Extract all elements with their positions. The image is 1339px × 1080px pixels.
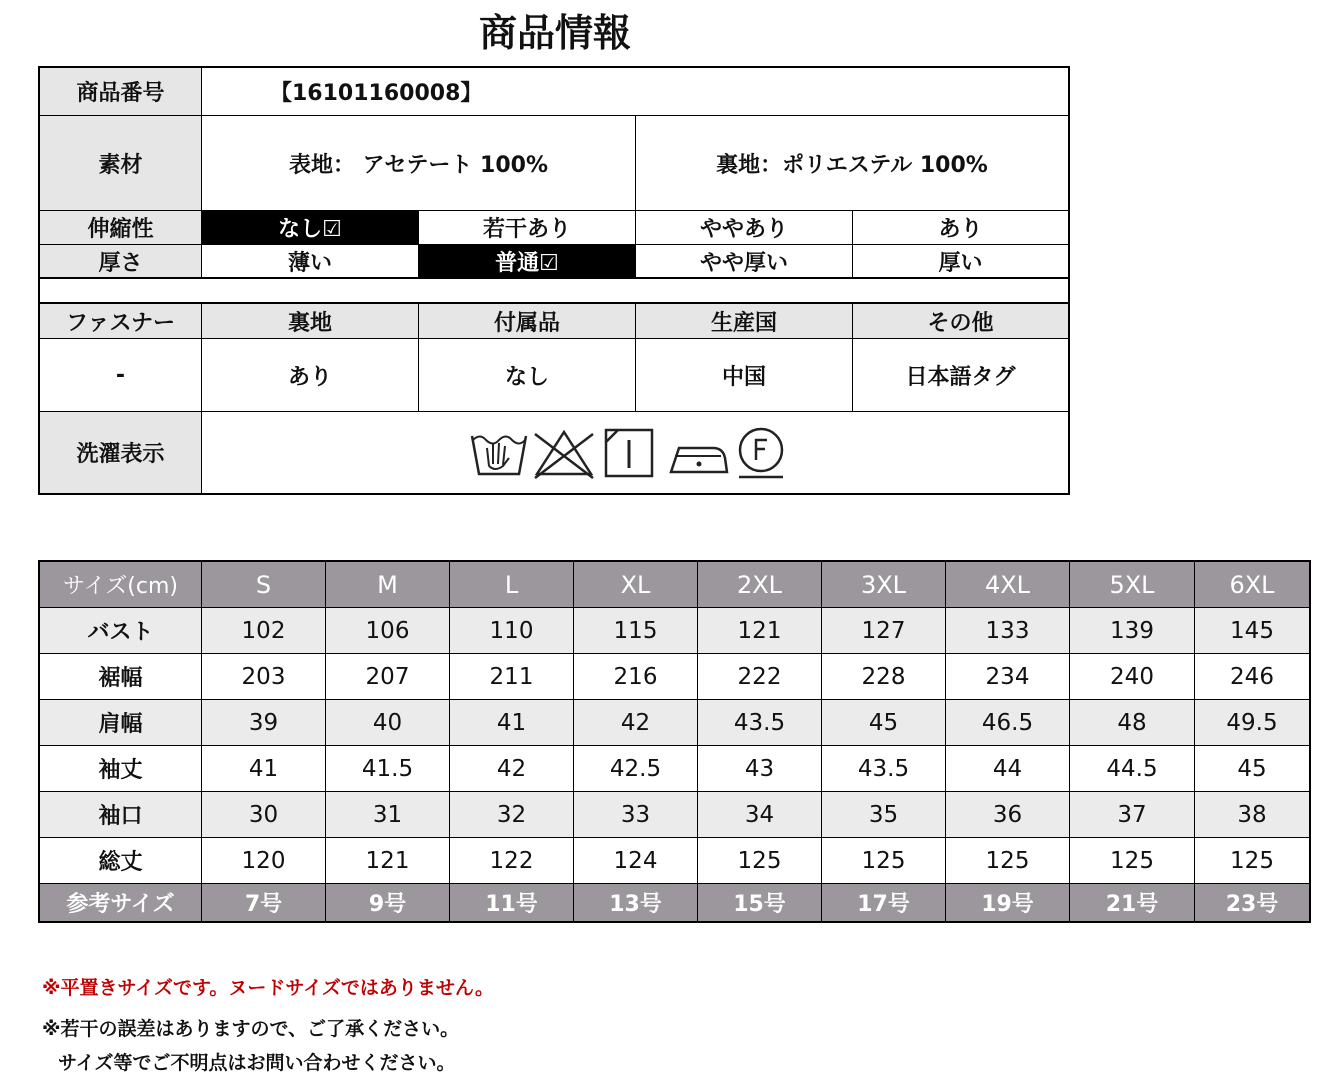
measure-value: 246 bbox=[1195, 654, 1309, 699]
measure-value: 42.5 bbox=[574, 746, 697, 791]
measure-value: 34 bbox=[698, 792, 821, 837]
measure-value: 35 bbox=[822, 792, 945, 837]
material-lining: 裏地：ポリエステル 100% bbox=[636, 116, 1068, 210]
measure-value: 122 bbox=[450, 838, 573, 883]
no-bleach-icon bbox=[531, 426, 601, 480]
measure-label: 袖口 bbox=[40, 792, 201, 837]
size-header-6xl: 6XL bbox=[1195, 562, 1309, 607]
stretch-option-none: なし☑ bbox=[202, 211, 418, 244]
size-header-xl: XL bbox=[574, 562, 697, 607]
measure-value: 133 bbox=[946, 608, 1069, 653]
stretch-label: 伸縮性 bbox=[40, 211, 201, 244]
measure-value: 228 bbox=[822, 654, 945, 699]
measure-value: 37 bbox=[1070, 792, 1194, 837]
measure-value: 33 bbox=[574, 792, 697, 837]
iron-low-icon bbox=[665, 426, 735, 480]
stretch-option-yes: あり bbox=[853, 211, 1068, 244]
error-margin-note: ※若干の誤差はありますので、ご了承ください。 bbox=[42, 1018, 460, 1040]
dry-clean-f-icon bbox=[735, 426, 791, 480]
measure-label: 肩幅 bbox=[40, 700, 201, 745]
ref-size-value: 7号 bbox=[202, 884, 325, 921]
hand-wash-icon bbox=[469, 426, 531, 480]
size-header-3xl: 3XL bbox=[822, 562, 945, 607]
spacer-row bbox=[38, 277, 1070, 304]
measure-value: 211 bbox=[450, 654, 573, 699]
measure-value: 125 bbox=[946, 838, 1069, 883]
measure-value: 121 bbox=[698, 608, 821, 653]
ref-size-value: 15号 bbox=[698, 884, 821, 921]
size-header-2xl: 2XL bbox=[698, 562, 821, 607]
measure-value: 145 bbox=[1195, 608, 1309, 653]
size-header-m: M bbox=[326, 562, 449, 607]
measure-value: 45 bbox=[1195, 746, 1309, 791]
measure-value: 39 bbox=[202, 700, 325, 745]
ref-size-value: 11号 bbox=[450, 884, 573, 921]
detail-value-lining: あり bbox=[202, 339, 418, 411]
measure-value: 45 bbox=[822, 700, 945, 745]
measure-value: 48 bbox=[1070, 700, 1194, 745]
measure-value: 41 bbox=[450, 700, 573, 745]
measure-value: 115 bbox=[574, 608, 697, 653]
ref-size-value: 13号 bbox=[574, 884, 697, 921]
contact-note: サイズ等でご不明点はお問い合わせください。 bbox=[58, 1052, 456, 1074]
measure-value: 121 bbox=[326, 838, 449, 883]
measure-value: 32 bbox=[450, 792, 573, 837]
ref-size-label: 参考サイズ bbox=[40, 884, 201, 921]
drip-dry-shade-icon bbox=[601, 426, 665, 480]
measure-label: 総丈 bbox=[40, 838, 201, 883]
thickness-option-thin: 薄い bbox=[202, 245, 418, 277]
measure-value: 49.5 bbox=[1195, 700, 1309, 745]
page-title: 商品情報 bbox=[478, 11, 631, 55]
detail-header-lining: 裏地 bbox=[202, 304, 418, 338]
measure-value: 106 bbox=[326, 608, 449, 653]
measure-value: 110 bbox=[450, 608, 573, 653]
measure-value: 42 bbox=[574, 700, 697, 745]
measure-value: 127 bbox=[822, 608, 945, 653]
material-label: 素材 bbox=[40, 116, 201, 210]
detail-value-fastener: - bbox=[40, 339, 201, 411]
measure-value: 222 bbox=[698, 654, 821, 699]
measure-value: 139 bbox=[1070, 608, 1194, 653]
flat-measure-note: ※平置きサイズです。ヌードサイズではありません。 bbox=[42, 977, 495, 999]
detail-value-accessories: なし bbox=[419, 339, 635, 411]
material-outer: 表地： アセテート 100% bbox=[202, 116, 635, 210]
measure-value: 207 bbox=[326, 654, 449, 699]
measure-value: 125 bbox=[822, 838, 945, 883]
ref-size-value: 19号 bbox=[946, 884, 1069, 921]
detail-header-accessories: 付属品 bbox=[419, 304, 635, 338]
thickness-option-slightly-thick: やや厚い bbox=[636, 245, 852, 277]
measure-value: 240 bbox=[1070, 654, 1194, 699]
thickness-option-thick: 厚い bbox=[853, 245, 1068, 277]
measure-value: 125 bbox=[1195, 838, 1309, 883]
stretch-option-slight: 若干あり bbox=[419, 211, 635, 244]
detail-header-country: 生産国 bbox=[636, 304, 852, 338]
stretch-option-some: ややあり bbox=[636, 211, 852, 244]
size-header-label: サイズ(cm) bbox=[40, 562, 201, 607]
care-label: 洗濯表示 bbox=[40, 412, 201, 493]
measure-value: 125 bbox=[698, 838, 821, 883]
measure-value: 42 bbox=[450, 746, 573, 791]
thickness-label: 厚さ bbox=[40, 245, 201, 277]
size-header-l: L bbox=[450, 562, 573, 607]
ref-size-value: 23号 bbox=[1195, 884, 1309, 921]
size-header-4xl: 4XL bbox=[946, 562, 1069, 607]
measure-value: 203 bbox=[202, 654, 325, 699]
detail-header-fastener: ファスナー bbox=[40, 304, 201, 338]
measure-value: 46.5 bbox=[946, 700, 1069, 745]
measure-label: 袖丈 bbox=[40, 746, 201, 791]
measure-value: 30 bbox=[202, 792, 325, 837]
measure-label: バスト bbox=[40, 608, 201, 653]
measure-value: 31 bbox=[326, 792, 449, 837]
measure-value: 43.5 bbox=[822, 746, 945, 791]
detail-header-other: その他 bbox=[853, 304, 1068, 338]
product-number-label: 商品番号 bbox=[40, 68, 201, 115]
product-number-value: 【16101160008】 bbox=[202, 68, 1068, 115]
size-header-5xl: 5XL bbox=[1070, 562, 1194, 607]
measure-value: 120 bbox=[202, 838, 325, 883]
measure-value: 44.5 bbox=[1070, 746, 1194, 791]
measure-value: 234 bbox=[946, 654, 1069, 699]
measure-value: 125 bbox=[1070, 838, 1194, 883]
measure-value: 43.5 bbox=[698, 700, 821, 745]
measure-value: 41 bbox=[202, 746, 325, 791]
measure-value: 124 bbox=[574, 838, 697, 883]
detail-value-other: 日本語タグ bbox=[853, 339, 1068, 411]
ref-size-value: 21号 bbox=[1070, 884, 1194, 921]
measure-value: 44 bbox=[946, 746, 1069, 791]
measure-value: 41.5 bbox=[326, 746, 449, 791]
measure-value: 36 bbox=[946, 792, 1069, 837]
measure-value: 102 bbox=[202, 608, 325, 653]
care-icons bbox=[469, 426, 791, 480]
measure-value: 38 bbox=[1195, 792, 1309, 837]
measure-value: 43 bbox=[698, 746, 821, 791]
measure-value: 40 bbox=[326, 700, 449, 745]
detail-value-country: 中国 bbox=[636, 339, 852, 411]
thickness-option-normal: 普通☑ bbox=[419, 245, 635, 277]
ref-size-value: 17号 bbox=[822, 884, 945, 921]
measure-label: 裾幅 bbox=[40, 654, 201, 699]
measure-value: 216 bbox=[574, 654, 697, 699]
ref-size-value: 9号 bbox=[326, 884, 449, 921]
size-header-s: S bbox=[202, 562, 325, 607]
